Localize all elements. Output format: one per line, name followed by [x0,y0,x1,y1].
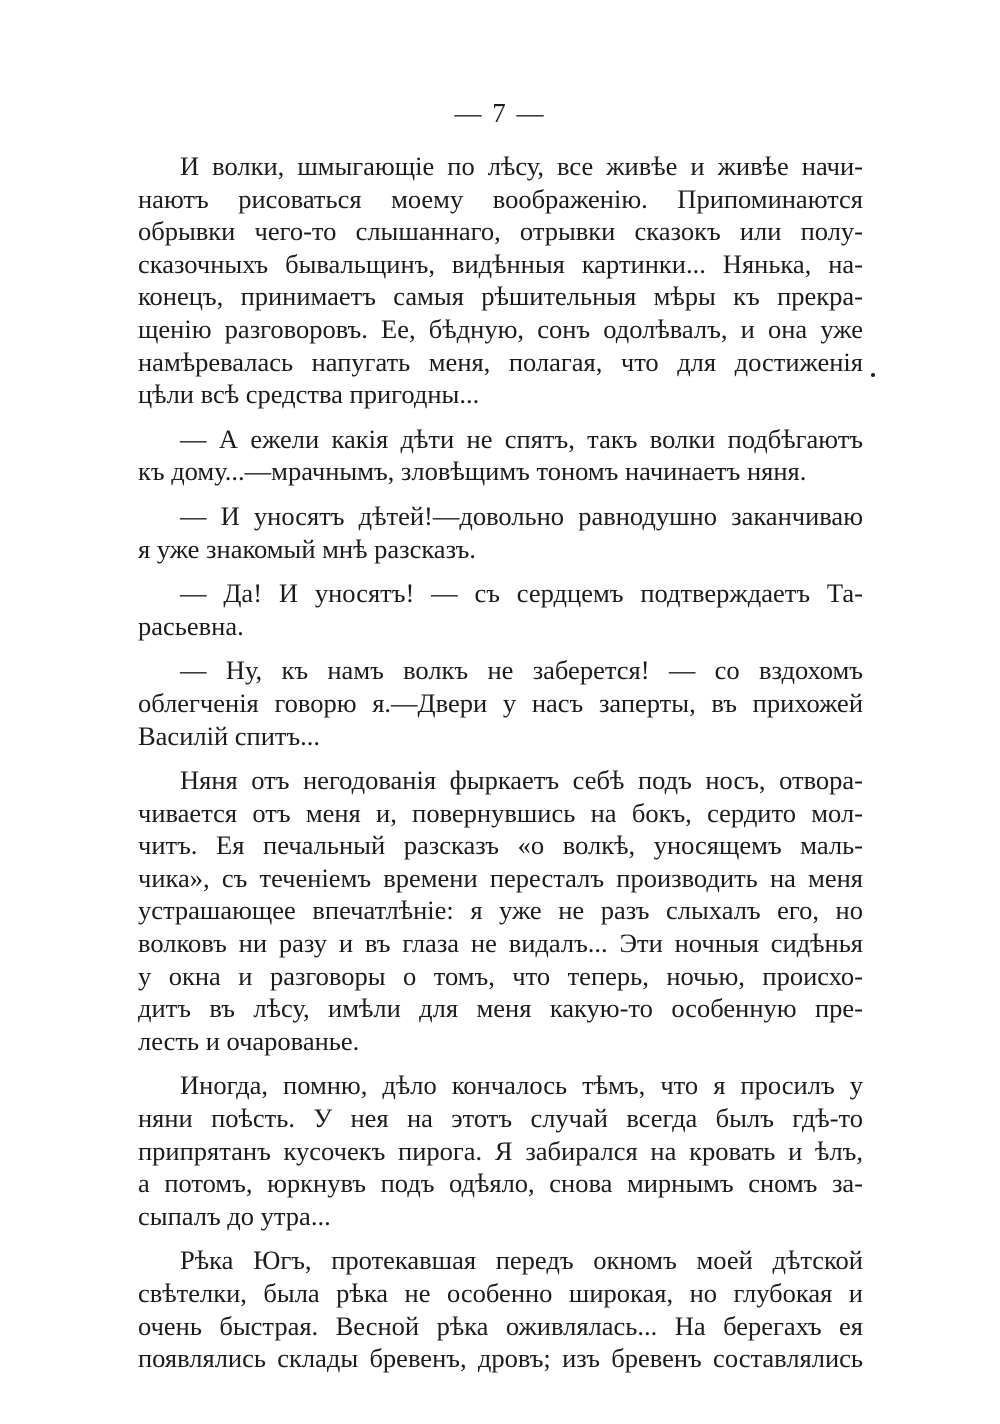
text-line: читъ. Ея печальный разсказъ «о волкѣ, уносящемъ маль- [138,830,863,861]
text-line: обрывки чего-то слышаннаго, отрывки сказокъ или полу- [138,216,863,247]
text-line: а потомъ, юркнувъ подъ одѣяло, снова мирнымъ сномъ за- [138,1168,863,1199]
text-line: — А ежели какія дѣти не спятъ, такъ волки подбѣгаютъ [180,423,863,454]
text-line: свѣтелки, была рѣка не особенно широкая, но глубокая и [138,1278,863,1308]
text-line: появлялись склады бревенъ, дровъ; изъ бревенъ составлялись [138,1343,863,1374]
paragraph [138,1244,863,1374]
text-line: сказочныхъ бывальщинъ, видѣнныя картинки... Нянька, на- [138,248,863,279]
text-line: дитъ въ лѣсу, имѣли для меня какую-то особенную пре- [138,993,863,1024]
text-line: облегченія говорю я.—Двери у насъ заперты, въ прихожей [138,687,863,718]
text-line: — И уносятъ дѣтей!—довольно равнодушно заканчиваю [180,500,863,531]
text-line: чивается отъ меня и, повернувшись на бокъ, сердито мол- [138,797,863,828]
paragraph [138,764,863,1057]
paragraph [138,500,863,565]
text-line: припрятанъ кусочекъ пирога. Я забирался на кровать и ѣлъ, [138,1135,863,1166]
text-line: устрашающее впечатлѣніе: я уже не разъ слыхалъ его, но [138,895,863,926]
page-number: — 7 — [454,98,546,128]
text-line: конецъ, принимаетъ самыя рѣшительныя мѣры къ прекра- [138,281,863,312]
text-line: Няня отъ негодованія фыркаетъ себѣ подъ носъ, отвора- [180,765,863,796]
text-line: лесть и очарованье. [138,1025,360,1056]
text-line: Василій спитъ... [138,720,321,751]
text-line: къ дому...—мрачнымъ, зловѣщимъ тономъ начинаетъ няня. [138,456,807,487]
text-line: намѣревалась напугать меня, полагая, что для достиженія [138,346,863,377]
paragraph [138,423,863,488]
ink-speck [871,373,875,377]
paragraph [138,577,863,642]
text-line: наютъ рисоваться моему воображенію. Припоминаются [138,183,863,214]
text-line: у окна и разговоры о томъ, что теперь, ночью, происхо- [138,960,863,991]
text-line: И волки, шмыгающіе по лѣсу, все живѣе и живѣе начи- [180,151,863,181]
text-line: расьевна. [138,610,244,641]
paragraph [138,1069,863,1232]
text-line: — Ну, къ намъ волкъ не заберется! — со вздохомъ [180,655,863,686]
text-line: няни поѣсть. У нея на этотъ случай всегда былъ гдѣ-то [138,1103,863,1134]
text-line: цѣли всѣ средства пригодны... [138,379,480,410]
text-line: сыпалъ до утра... [138,1200,331,1231]
text-line: Иногда, помню, дѣло кончалось тѣмъ, что я просилъ у [180,1070,863,1101]
text-line: я уже знакомый мнѣ разсказъ. [138,533,476,564]
text-line: волковъ ни разу и въ глаза не видалъ... Эти ночныя сидѣнья [138,928,863,959]
text-line: — Да! И уносятъ! — съ сердцемъ подтверждаетъ Та- [180,578,863,609]
text-line: чика», съ теченіемъ времени пересталъ производить на меня [138,862,863,893]
paragraph [138,150,863,411]
text-line: щенію разговоровъ. Ее, бѣдную, сонъ одолѣвалъ, и она уже [138,313,863,344]
text-line: очень быстрая. Весной рѣка оживлялась... На берегахъ ея [138,1310,863,1341]
paragraph [138,654,863,752]
text-line: Рѣка Югъ, протекавшая передъ окномъ моей дѣтской [180,1245,863,1276]
body-text [138,150,863,1387]
